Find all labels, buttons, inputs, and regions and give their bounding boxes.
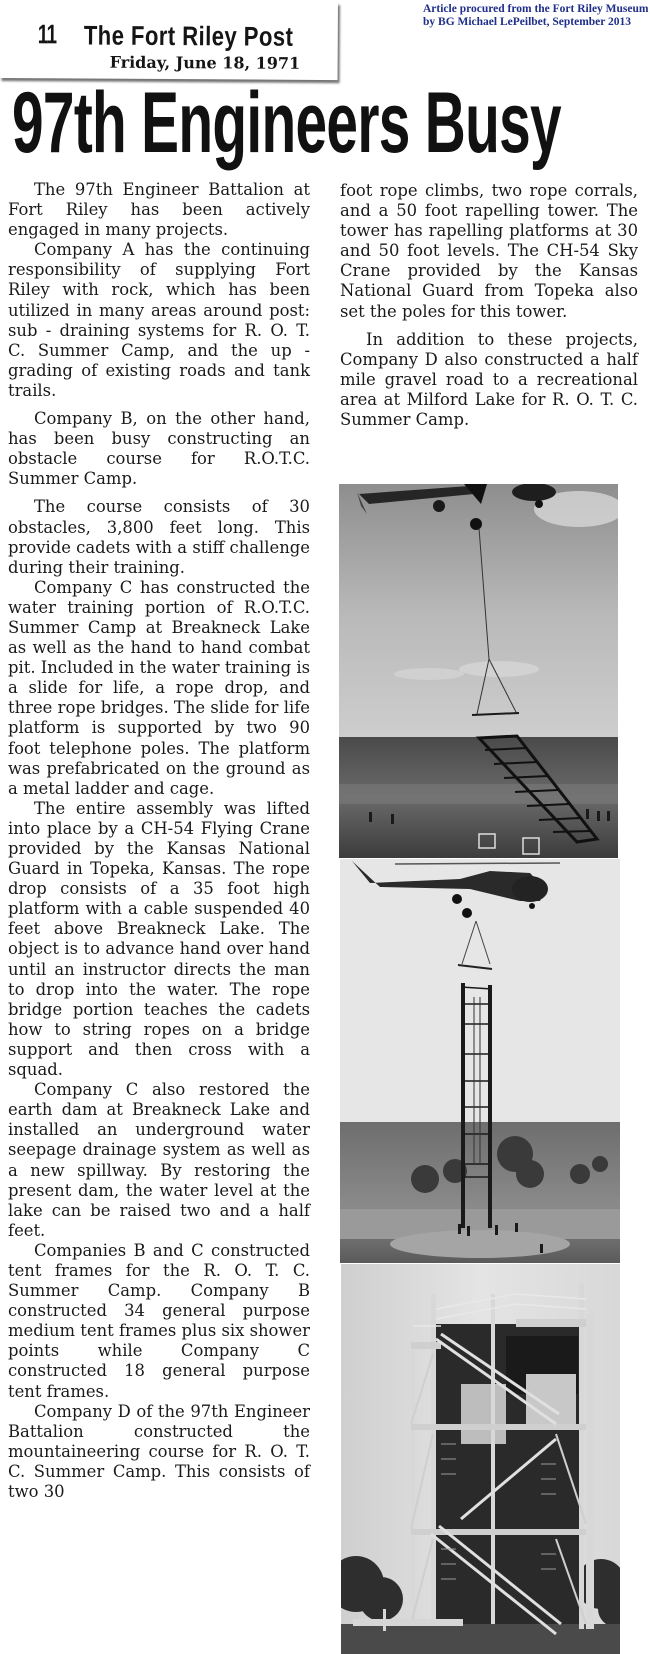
- paragraph: Company D of the 97th Engineer Battalion constructed the mountaineering course for R. O. T. C. Summer Camp. This consists of two 30: [8, 1401, 310, 1501]
- publication-date: Friday, June 18, 1971: [109, 52, 301, 73]
- photo-rapelling-tower: [341, 1264, 620, 1654]
- paragraph: The entire assembly was lifted into place by a CH-54 Flying Crane provided by the Kansas National Guard in Topeka, Kansas. The rope drop consists of a 35 foot high platform with a cable suspended 40 feet above Breakneck Lake. The object is to advance hand over hand until an instructor directs the man to drop into the water. The rope bridge portion teaches the cadets how to string ropes on a bridge support and then cross with a squad.: [8, 798, 310, 1080]
- article-column-left: [8, 180, 310, 1502]
- page-number: 11: [37, 19, 57, 50]
- masthead-clipping: [0, 0, 338, 80]
- paragraph: Company B, on the other hand, has been busy constructing an obstacle course for R.O.T.C. Summer Camp.: [8, 409, 310, 489]
- paragraph: The course consists of 30 obstacles, 3,800 feet long. This provide cadets with a stiff challenge during their training.: [8, 497, 310, 577]
- attribution-line-2: by BG Michael LePeilbet, September 2013: [423, 16, 632, 28]
- paragraph: In addition to these projects, Company D also constructed a half mile gravel road to a recreational area at Milford Lake for R. O. T. C. Summer Camp.: [340, 329, 638, 430]
- paragraph: Company A has the continuing responsibility of supplying Fort Riley with rock, which has been utilized in many areas around post: sub - draining systems for R. O. T. C. Summer Camp, and the up - grading of existing roads and tank trails.: [8, 240, 310, 400]
- photo-sky-crane-tower: [340, 859, 620, 1263]
- paragraph: The 97th Engineer Battalion at Fort Riley has been actively engaged in many projects.: [8, 180, 310, 240]
- paragraph: foot rope climbs, two rope corrals, and a 50 foot rapelling tower. The tower has rapelling platforms at 30 and 50 foot levels. The CH-54 Sky Crane provided by the Kansas National Guard from Topeka also set the poles for this tower.: [340, 181, 638, 321]
- paragraph: Company C has constructed the water training portion of R.O.T.C. Summer Camp at Breakneck Lake as well as the hand to hand combat pit. Included in the water training is a slide for life, a rope drop, and three rope bridges. The slide for life platform is supported by two 90 foot telephone poles. The platform was prefabricated on the ground as a metal ladder and cage.: [8, 577, 310, 798]
- photo-helicopter-lifting-platform: [339, 484, 618, 858]
- paragraph: Company C also restored the earth dam at Breakneck Lake and installed an underground water seepage drainage system as well as a new spillway. By restoring the present dam, the water level at the lake can be raised two and a half feet.: [8, 1080, 310, 1240]
- paragraph: Companies B and C constructed tent frames for the R. O. T. C. Summer Camp. Company B constructed 34 general purpose medium tent frames plus six shower points while Company C constructed 18 general purpose tent frames.: [8, 1240, 310, 1401]
- newspaper-name: The Fort Riley Post: [83, 20, 294, 52]
- article-headline: 97th Engineers Busy: [12, 75, 561, 171]
- attribution-line-1: Article procured from the Fort Riley Museum: [423, 3, 649, 15]
- attribution-note: [423, 3, 648, 29]
- article-column-right: [340, 181, 638, 430]
